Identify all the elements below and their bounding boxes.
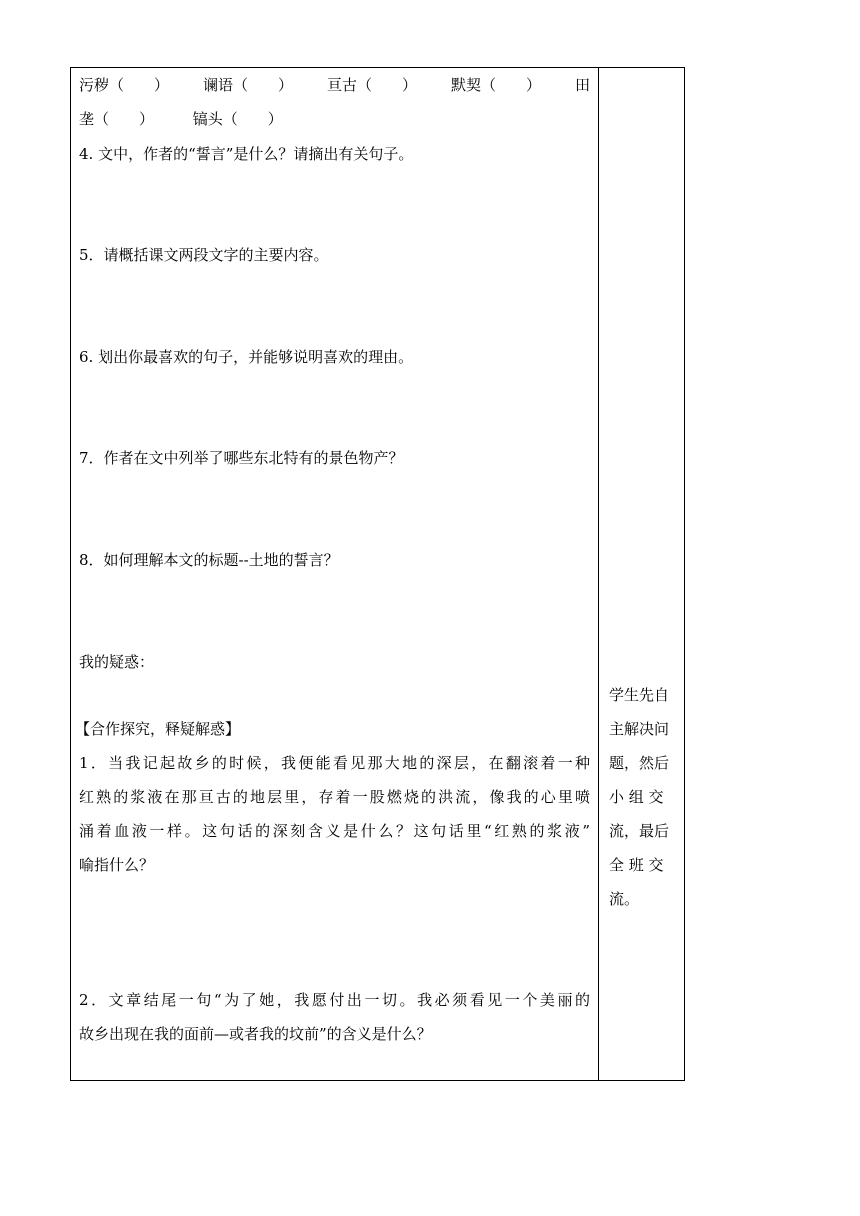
coop-question-1-line: 1．当我记起故乡的时候，我便能看见那大地的深层，在翻滚着一种 — [79, 754, 590, 772]
side-note-line: 流，最后 — [609, 822, 670, 840]
question-6: 6. 划出你最喜欢的句子，并能够说明喜欢的理由。 — [79, 348, 414, 366]
coop-question-2-line: 2．文章结尾一句“为了她，我愿付出一切。我必须看见一个美丽的 — [79, 991, 590, 1009]
side-note-line: 题，然后 — [609, 754, 670, 772]
question-4: 4. 文中，作者的“誓言”是什么？请摘出有关句子。 — [79, 145, 414, 163]
side-note-line: 学生先自 — [609, 686, 670, 704]
question-8: 8．如何理解本文的标题--土地的誓言？ — [79, 551, 339, 569]
vocab-row-1 — [79, 76, 590, 94]
my-doubts-label: 我的疑惑： — [79, 653, 155, 671]
side-note-line: 全 班 交 — [609, 856, 664, 874]
vocab-item: 污秽（ ） — [79, 76, 170, 94]
side-note-line: 小 组 交 — [609, 788, 664, 806]
vocab-item: 默契（ ） — [450, 76, 541, 94]
section-heading: 【合作探究，释疑解惑】 — [75, 720, 241, 738]
vocab-item: 垄（ ） — [79, 110, 155, 128]
coop-question-1-line: 涌着血液一样。这句话的深刻含义是什么？这句话里“红熟的浆液” — [79, 822, 590, 840]
question-5: 5．请概括课文两段文字的主要内容。 — [79, 246, 329, 264]
lesson-table — [70, 67, 685, 1081]
side-note-line: 流。 — [609, 890, 640, 908]
coop-question-1-line: 红熟的浆液在那亘古的地层里，存着一股燃烧的洪流，像我的心里喷 — [79, 788, 590, 806]
vocab-item: 亘古（ ） — [326, 76, 417, 94]
vocab-row-2 — [79, 110, 283, 128]
column-divider — [598, 68, 599, 1080]
coop-question-2-line: 故乡出现在我的面前—或者我的坟前”的含义是什么？ — [79, 1025, 432, 1043]
coop-question-1-line: 喻指什么？ — [79, 856, 155, 874]
vocab-item: 镐头（ ） — [192, 110, 283, 128]
vocab-item: 田 — [574, 76, 590, 94]
side-note-line: 主解决问 — [609, 720, 670, 738]
vocab-item: 谰语（ ） — [202, 76, 293, 94]
question-7: 7．作者在文中列举了哪些东北特有的景色物产？ — [79, 449, 404, 467]
